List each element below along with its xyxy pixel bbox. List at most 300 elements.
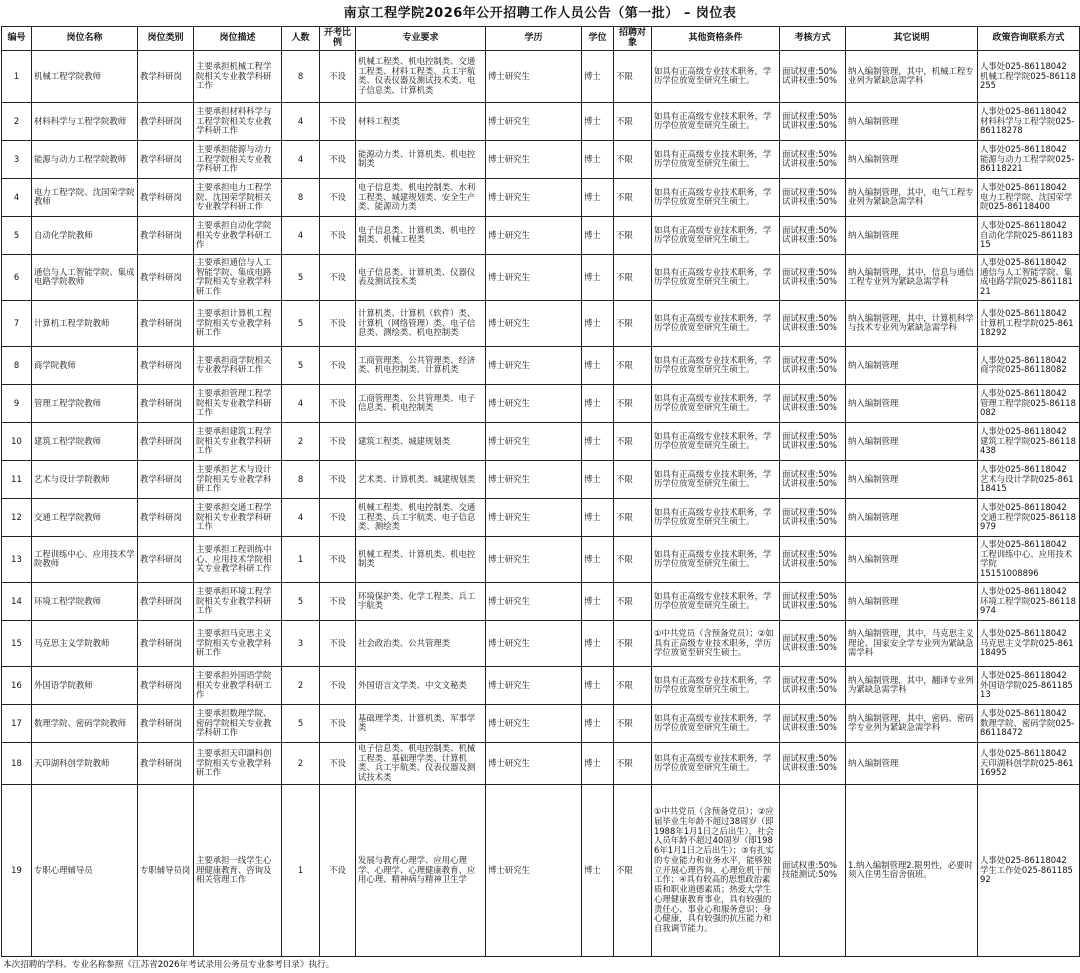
- cell-degree: 博士: [582, 666, 614, 704]
- cell-major: 计算机类、计算机（软件）类、计算机（网络管理）类、电子信息类、测绘类、机电控制类: [356, 300, 486, 346]
- cell-name: 自动化学院教师: [32, 216, 138, 254]
- cell-target: 不限: [614, 666, 652, 704]
- cell-cond: 如具有正高级专业技术职务，学历学位放宽至研究生硕士。: [652, 704, 780, 742]
- cell-name: 建筑工程学院教师: [32, 422, 138, 460]
- cell-ratio: 不设: [320, 140, 356, 178]
- cell-ratio: 不设: [320, 300, 356, 346]
- table-row: [2, 742, 1080, 784]
- cell-no: 2: [2, 102, 32, 140]
- cell-name: 马克思主义学院教师: [32, 620, 138, 666]
- cell-contact: 人事处025-86118042 建筑工程学院025-86118438: [978, 422, 1080, 460]
- cell-assess: 面试权重:50% 试讲权重:50%: [780, 140, 846, 178]
- cell-degree: 博士: [582, 300, 614, 346]
- table-row: [2, 704, 1080, 742]
- table-row: [2, 254, 1080, 300]
- header-contact: 政策咨询联系方式: [978, 27, 1080, 51]
- page-title: 南京工程学院2026年公开招聘工作人员公告（第一批） – 岗位表: [343, 6, 737, 21]
- cell-contact: 人事处025-86118042 艺术与设计学院025-86118415: [978, 460, 1080, 498]
- cell-count: 4: [282, 384, 320, 422]
- cell-target: 不限: [614, 582, 652, 620]
- cell-no: 9: [2, 384, 32, 422]
- cell-desc: 主要承担一线学生心理健康教育、咨询及相关管理工作: [194, 784, 282, 956]
- cell-count: 3: [282, 620, 320, 666]
- cell-degree: 博士: [582, 704, 614, 742]
- cell-edu: 博士研究生: [486, 536, 582, 582]
- cell-count: 8: [282, 460, 320, 498]
- cell-degree: 博士: [582, 582, 614, 620]
- header-note: 其它说明: [846, 27, 978, 51]
- table-row: [2, 582, 1080, 620]
- cell-major: 电子信息类、机电控制类、机械工程类、基础理学类、计算机类、兵工宇航类、仪表仪器及测试技术类: [356, 742, 486, 784]
- cell-target: 不限: [614, 178, 652, 216]
- cell-assess: 面试权重:50% 试讲权重:50%: [780, 50, 846, 102]
- cell-ratio: 不设: [320, 102, 356, 140]
- cell-assess: 面试权重:50% 试讲权重:50%: [780, 582, 846, 620]
- positions-table: [1, 26, 1080, 957]
- cell-ratio: 不设: [320, 216, 356, 254]
- cell-note: 纳入编制管理，其中，信息与通信工程专业列为紧缺急需学科: [846, 254, 978, 300]
- table-body: [2, 50, 1080, 956]
- cell-name: 管理工程学院教师: [32, 384, 138, 422]
- cell-desc: 主要承担艺术与设计学院相关专业教学科研工作: [194, 460, 282, 498]
- cell-ratio: 不设: [320, 422, 356, 460]
- table-row: [2, 178, 1080, 216]
- cell-cond: 如具有正高级专业技术职务，学历学位放宽至研究生硕士。: [652, 346, 780, 384]
- header-category: 岗位类别: [138, 27, 194, 51]
- cell-cond: 如具有正高级专业技术职务，学历学位放宽至研究生硕士。: [652, 254, 780, 300]
- table-row: [2, 620, 1080, 666]
- cell-no: 4: [2, 178, 32, 216]
- cell-target: 不限: [614, 620, 652, 666]
- cell-cond: ①中共党员（含预备党员）；②应届毕业生年龄不超过38周岁（即1988年1月1日之后出生），社会人员年龄不超过40周岁（即1986年1月1日之后出生）；③有扎实的专业能力和业务水平，能够独立开展心理咨询、心理危机干预工作；④具有较高的思想政治素质和职业道德素质；热爱大学生心理健康教育事业，具有较强的责任心、事业心和服务意识；身心健康，具有较强的抗压能力和自我调节能力。: [652, 784, 780, 956]
- cell-assess: 面试权重:50% 试讲权重:50%: [780, 102, 846, 140]
- cell-cond: 如具有正高级专业技术职务，学历学位放宽至研究生硕士。: [652, 582, 780, 620]
- cell-target: 不限: [614, 102, 652, 140]
- table-row: [2, 460, 1080, 498]
- table-row: [2, 784, 1080, 956]
- cell-desc: 主要承担管理工程学院相关专业教学科研工作: [194, 384, 282, 422]
- cell-count: 8: [282, 178, 320, 216]
- cell-no: 3: [2, 140, 32, 178]
- cell-contact: 人事处025-86118042 自动化学院025-86118315: [978, 216, 1080, 254]
- cell-name: 艺术与设计学院教师: [32, 460, 138, 498]
- header-name: 岗位名称: [32, 27, 138, 51]
- cell-degree: 博士: [582, 498, 614, 536]
- cell-desc: 主要承担马克思主义学院相关专业教学科研工作: [194, 620, 282, 666]
- cell-contact: 人事处025-86118042 工程训练中心、应用技术学院 15151008896: [978, 536, 1080, 582]
- cell-contact: 人事处025-86118042 通信与人工智能学院、集成电路学院025-86118121: [978, 254, 1080, 300]
- cell-major: 机械工程类、机电控制类、交通工程类、材料工程类、兵工宇航类、仪表仪器及测试技术类、电子信息类、计算机类: [356, 50, 486, 102]
- cell-category: 教学科研岗: [138, 254, 194, 300]
- cell-note: 纳入编制管理，其中，密码、密码学专业列为紧缺急需学科: [846, 704, 978, 742]
- cell-count: 4: [282, 498, 320, 536]
- cell-cond: 如具有正高级专业技术职务，学历学位放宽至研究生硕士。: [652, 742, 780, 784]
- cell-name: 通信与人工智能学院、集成电路学院教师: [32, 254, 138, 300]
- cell-name: 电力工程学院、沈国荣学院教师: [32, 178, 138, 216]
- cell-degree: 博士: [582, 102, 614, 140]
- cell-major: 建筑工程类、城建规划类: [356, 422, 486, 460]
- cell-edu: 博士研究生: [486, 140, 582, 178]
- cell-note: 纳入编制管理: [846, 460, 978, 498]
- cell-target: 不限: [614, 50, 652, 102]
- cell-category: 教学科研岗: [138, 178, 194, 216]
- cell-degree: 博士: [582, 460, 614, 498]
- cell-name: 天印湖科创学院教师: [32, 742, 138, 784]
- cell-target: 不限: [614, 300, 652, 346]
- cell-edu: 博士研究生: [486, 300, 582, 346]
- cell-assess: 面试权重:50% 试讲权重:50%: [780, 666, 846, 704]
- footer-note: 本次招聘的学科、专业名称参照《江苏省2026年考试录用公务员专业参考目录》执行。: [3, 959, 335, 970]
- cell-desc: 主要承担交通工程学院相关专业教学科研工作: [194, 498, 282, 536]
- cell-cond: 如具有正高级专业技术职务，学历学位放宽至研究生硕士。: [652, 102, 780, 140]
- cell-note: 纳入编制管理: [846, 536, 978, 582]
- cell-major: 外国语言文学类、中文文秘类: [356, 666, 486, 704]
- cell-desc: 主要承担机械工程学院相关专业教学科研工作: [194, 50, 282, 102]
- cell-no: 19: [2, 784, 32, 956]
- cell-major: 艺术类、计算机类、城建规划类: [356, 460, 486, 498]
- cell-edu: 博士研究生: [486, 178, 582, 216]
- cell-contact: 人事处025-86118042 管理工程学院025-86118082: [978, 384, 1080, 422]
- cell-name: 外国语学院教师: [32, 666, 138, 704]
- cell-target: 不限: [614, 460, 652, 498]
- cell-major: 电子信息类、机电控制类、水利工程类、城建规划类、安全生产类、能源动力类: [356, 178, 486, 216]
- table-row: [2, 102, 1080, 140]
- cell-major: 基础理学类、计算机类、军事学类: [356, 704, 486, 742]
- table-row: [2, 300, 1080, 346]
- cell-no: 12: [2, 498, 32, 536]
- table-row: [2, 346, 1080, 384]
- cell-cond: 如具有正高级专业技术职务，学历学位放宽至研究生硕士。: [652, 460, 780, 498]
- header-edu: 学历: [486, 27, 582, 51]
- cell-no: 16: [2, 666, 32, 704]
- cell-note: 纳入编制管理: [846, 140, 978, 178]
- cell-assess: 面试权重:50% 试讲权重:50%: [780, 536, 846, 582]
- cell-target: 不限: [614, 346, 652, 384]
- cell-no: 18: [2, 742, 32, 784]
- cell-assess: 面试权重:50% 试讲权重:50%: [780, 384, 846, 422]
- cell-assess: 面试权重:50% 试讲权重:50%: [780, 498, 846, 536]
- cell-note: 纳入编制管理，其中，计算机科学与技术专业列为紧缺急需学科: [846, 300, 978, 346]
- cell-desc: 主要承担工程训练中心、应用技术学院相关专业教学科研工作: [194, 536, 282, 582]
- table-row: [2, 422, 1080, 460]
- cell-no: 1: [2, 50, 32, 102]
- header-cond: 其他资格条件: [652, 27, 780, 51]
- cell-desc: 主要承担天印湖科创学院相关专业教学科研工作: [194, 742, 282, 784]
- cell-name: 工程训练中心、应用技术学院教师: [32, 536, 138, 582]
- cell-degree: 博士: [582, 422, 614, 460]
- cell-category: 教学科研岗: [138, 50, 194, 102]
- cell-count: 5: [282, 346, 320, 384]
- cell-count: 8: [282, 50, 320, 102]
- cell-edu: 博士研究生: [486, 666, 582, 704]
- cell-note: 纳入编制管理: [846, 498, 978, 536]
- cell-count: 5: [282, 704, 320, 742]
- cell-major: 发展与教育心理学、应用心理学、心理学、心理健康教育、应用心理、精神病与精神卫生学: [356, 784, 486, 956]
- cell-major: 机械工程类、机电控制类、交通工程类、兵工宇航类、电子信息类、测绘类: [356, 498, 486, 536]
- cell-degree: 博士: [582, 742, 614, 784]
- cell-target: 不限: [614, 704, 652, 742]
- cell-desc: 主要承担商学院相关专业教学科研工作: [194, 346, 282, 384]
- table-row: [2, 216, 1080, 254]
- cell-name: 环境工程学院教师: [32, 582, 138, 620]
- cell-degree: 博士: [582, 254, 614, 300]
- cell-contact: 人事处025-86118042 外国语学院025-86118513: [978, 666, 1080, 704]
- cell-contact: 人事处025-86118042 环境工程学院025-86118974: [978, 582, 1080, 620]
- cell-degree: 博士: [582, 346, 614, 384]
- cell-desc: 主要承担建筑工程学院相关专业教学科研工作: [194, 422, 282, 460]
- cell-target: 不限: [614, 216, 652, 254]
- cell-note: 纳入编制管理，其中，马克思主义理论、国家安全学专业列为紧缺急需学科: [846, 620, 978, 666]
- cell-cond: 如具有正高级专业技术职务，学历学位放宽至研究生硕士。: [652, 666, 780, 704]
- cell-desc: 主要承担环境工程学院相关专业教学科研工作: [194, 582, 282, 620]
- cell-cond: 如具有正高级专业技术职务，学历学位放宽至研究生硕士。: [652, 178, 780, 216]
- cell-category: 教学科研岗: [138, 216, 194, 254]
- cell-degree: 博士: [582, 216, 614, 254]
- cell-no: 7: [2, 300, 32, 346]
- cell-target: 不限: [614, 784, 652, 956]
- cell-assess: 面试权重:50% 试讲权重:50%: [780, 704, 846, 742]
- cell-contact: 人事处025-86118042 交通工程学院025-86118979: [978, 498, 1080, 536]
- cell-major: 工商管理类、公共管理类、电子信息类、机电控制类: [356, 384, 486, 422]
- cell-ratio: 不设: [320, 704, 356, 742]
- cell-degree: 博士: [582, 620, 614, 666]
- cell-name: 商学院教师: [32, 346, 138, 384]
- cell-cond: 如具有正高级专业技术职务，学历学位放宽至研究生硕士。: [652, 140, 780, 178]
- cell-no: 15: [2, 620, 32, 666]
- cell-assess: 面试权重:50% 试讲权重:50%: [780, 300, 846, 346]
- cell-ratio: 不设: [320, 742, 356, 784]
- cell-ratio: 不设: [320, 460, 356, 498]
- header-degree: 学位: [582, 27, 614, 51]
- cell-desc: 主要承担自动化学院相关专业教学科研工作: [194, 216, 282, 254]
- cell-desc: 主要承担数理学院、密码学院相关专业教学科研工作: [194, 704, 282, 742]
- cell-category: 教学科研岗: [138, 140, 194, 178]
- cell-count: 4: [282, 216, 320, 254]
- table-row: [2, 498, 1080, 536]
- cell-target: 不限: [614, 536, 652, 582]
- cell-name: 材料科学与工程学院教师: [32, 102, 138, 140]
- cell-no: 13: [2, 536, 32, 582]
- cell-category: 教学科研岗: [138, 620, 194, 666]
- cell-edu: 博士研究生: [486, 50, 582, 102]
- cell-cond: 如具有正高级专业技术职务，学历学位放宽至研究生硕士。: [652, 50, 780, 102]
- cell-assess: 面试权重:50% 试讲权重:50%: [780, 422, 846, 460]
- cell-category: 教学科研岗: [138, 460, 194, 498]
- cell-degree: 博士: [582, 140, 614, 178]
- cell-note: 纳入编制管理: [846, 346, 978, 384]
- header-major: 专业要求: [356, 27, 486, 51]
- cell-target: 不限: [614, 384, 652, 422]
- cell-note: 纳入编制管理，其中，电气工程专业列为紧缺急需学科: [846, 178, 978, 216]
- cell-major: 社会政治类、公共管理类: [356, 620, 486, 666]
- cell-category: 教学科研岗: [138, 582, 194, 620]
- header-no: 编号: [2, 27, 32, 51]
- header-assess: 考核方式: [780, 27, 846, 51]
- cell-edu: 博士研究生: [486, 460, 582, 498]
- cell-no: 11: [2, 460, 32, 498]
- cell-note: 纳入编制管理，其中，机械工程专业列为紧缺急需学科: [846, 50, 978, 102]
- cell-contact: 人事处025-86118042 天印湖科创学院025-86116952: [978, 742, 1080, 784]
- cell-no: 10: [2, 422, 32, 460]
- cell-cond: 如具有正高级专业技术职务，学历学位放宽至研究生硕士。: [652, 384, 780, 422]
- cell-assess: 面试权重:50% 试讲权重:50%: [780, 346, 846, 384]
- cell-assess: 面试权重:50% 试讲权重:50%: [780, 620, 846, 666]
- cell-assess: 面试权重:50% 试讲权重:50%: [780, 254, 846, 300]
- table-row: [2, 140, 1080, 178]
- cell-major: 能源动力类、计算机类、机电控制类: [356, 140, 486, 178]
- cell-category: 教学科研岗: [138, 300, 194, 346]
- cell-category: 教学科研岗: [138, 536, 194, 582]
- cell-note: 1.纳入编制管理2.限男性，必要时须入住男生宿舍值班。: [846, 784, 978, 956]
- cell-note: 纳入编制管理: [846, 742, 978, 784]
- cell-target: 不限: [614, 498, 652, 536]
- cell-ratio: 不设: [320, 384, 356, 422]
- cell-no: 5: [2, 216, 32, 254]
- cell-category: 教学科研岗: [138, 422, 194, 460]
- cell-target: 不限: [614, 140, 652, 178]
- cell-category: 教学科研岗: [138, 666, 194, 704]
- cell-desc: 主要承担电力工程学院、沈国荣学院相关专业教学科研工作: [194, 178, 282, 216]
- cell-edu: 博士研究生: [486, 498, 582, 536]
- cell-count: 2: [282, 422, 320, 460]
- cell-ratio: 不设: [320, 666, 356, 704]
- cell-ratio: 不设: [320, 620, 356, 666]
- cell-ratio: 不设: [320, 254, 356, 300]
- cell-edu: 博士研究生: [486, 254, 582, 300]
- cell-assess: 面试权重:50% 试讲权重:50%: [780, 460, 846, 498]
- cell-ratio: 不设: [320, 498, 356, 536]
- cell-no: 14: [2, 582, 32, 620]
- cell-no: 17: [2, 704, 32, 742]
- cell-edu: 博士研究生: [486, 216, 582, 254]
- cell-assess: 面试权重:50% 技能测试:50%: [780, 784, 846, 956]
- cell-name: 数理学院、密码学院教师: [32, 704, 138, 742]
- cell-edu: 博士研究生: [486, 582, 582, 620]
- cell-edu: 博士研究生: [486, 422, 582, 460]
- cell-ratio: 不设: [320, 178, 356, 216]
- cell-name: 专职心理辅导员: [32, 784, 138, 956]
- cell-category: 教学科研岗: [138, 498, 194, 536]
- cell-no: 8: [2, 346, 32, 384]
- cell-cond: 如具有正高级专业技术职务，学历学位放宽至研究生硕士。: [652, 300, 780, 346]
- cell-desc: 主要承担能源与动力工程学院相关专业教学科研工作: [194, 140, 282, 178]
- cell-ratio: 不设: [320, 346, 356, 384]
- cell-category: 专职辅导员岗: [138, 784, 194, 956]
- cell-degree: 博士: [582, 784, 614, 956]
- cell-count: 5: [282, 300, 320, 346]
- cell-name: 机械工程学院教师: [32, 50, 138, 102]
- cell-count: 4: [282, 102, 320, 140]
- header-desc: 岗位描述: [194, 27, 282, 51]
- cell-note: 纳入编制管理: [846, 582, 978, 620]
- cell-count: 2: [282, 666, 320, 704]
- table-row: [2, 50, 1080, 102]
- cell-desc: 主要承担外国语学院相关专业教学科研工作: [194, 666, 282, 704]
- cell-major: 工商管理类、公共管理类、经济类、机电控制类、计算机类: [356, 346, 486, 384]
- cell-count: 5: [282, 254, 320, 300]
- cell-cond: 如具有正高级专业技术职务，学历学位放宽至研究生硕士。: [652, 216, 780, 254]
- cell-cond: 如具有正高级专业技术职务，学历学位放宽至研究生硕士。: [652, 422, 780, 460]
- cell-note: 纳入编制管理: [846, 422, 978, 460]
- cell-edu: 博士研究生: [486, 346, 582, 384]
- cell-major: 电子信息类、计算机类、仪器仪表及测试技术类: [356, 254, 486, 300]
- cell-count: 2: [282, 742, 320, 784]
- cell-category: 教学科研岗: [138, 384, 194, 422]
- cell-contact: 人事处025-86118042 能源与动力工程学院025-86118221: [978, 140, 1080, 178]
- cell-note: 纳入编制管理: [846, 384, 978, 422]
- cell-assess: 面试权重:50% 试讲权重:50%: [780, 742, 846, 784]
- cell-degree: 博士: [582, 178, 614, 216]
- table-row: [2, 384, 1080, 422]
- cell-degree: 博士: [582, 536, 614, 582]
- cell-major: 电子信息类、计算机类、机电控制类、机械工程类: [356, 216, 486, 254]
- cell-note: 纳入编制管理: [846, 102, 978, 140]
- cell-major: 环境保护类、化学工程类、兵工宇航类: [356, 582, 486, 620]
- cell-category: 教学科研岗: [138, 704, 194, 742]
- header-row: [2, 27, 1080, 51]
- cell-contact: 人事处025-86118042 材料科学与工程学院025-86118278: [978, 102, 1080, 140]
- cell-contact: 人事处025-86118042 数理学院、密码学院025-86118472: [978, 704, 1080, 742]
- cell-edu: 博士研究生: [486, 704, 582, 742]
- cell-ratio: 不设: [320, 50, 356, 102]
- table-row: [2, 666, 1080, 704]
- cell-category: 教学科研岗: [138, 346, 194, 384]
- cell-count: 4: [282, 140, 320, 178]
- table-row: [2, 536, 1080, 582]
- cell-target: 不限: [614, 422, 652, 460]
- cell-contact: 人事处025-86118042 电力工程学院、沈国荣学院025-86118400: [978, 178, 1080, 216]
- cell-count: 5: [282, 582, 320, 620]
- cell-name: 计算机工程学院教师: [32, 300, 138, 346]
- cell-desc: 主要承担材料科学与工程学院相关专业教学科研工作: [194, 102, 282, 140]
- cell-ratio: 不设: [320, 582, 356, 620]
- header-target: 招聘对象: [614, 27, 652, 51]
- cell-name: 能源与动力工程学院教师: [32, 140, 138, 178]
- cell-ratio: 不设: [320, 784, 356, 956]
- cell-category: 教学科研岗: [138, 742, 194, 784]
- cell-degree: 博士: [582, 50, 614, 102]
- cell-edu: 博士研究生: [486, 102, 582, 140]
- header-count: 人数: [282, 27, 320, 51]
- cell-cond: ①中共党员（含预备党员）；②如具有正高级专业技术职务，学历学位放宽至研究生硕士。: [652, 620, 780, 666]
- cell-count: 1: [282, 784, 320, 956]
- cell-edu: 博士研究生: [486, 384, 582, 422]
- cell-category: 教学科研岗: [138, 102, 194, 140]
- cell-no: 6: [2, 254, 32, 300]
- cell-contact: 人事处025-86118042 学生工作处025-86118592: [978, 784, 1080, 956]
- cell-target: 不限: [614, 254, 652, 300]
- cell-assess: 面试权重:50% 试讲权重:50%: [780, 178, 846, 216]
- cell-cond: 如具有正高级专业技术职务，学历学位放宽至研究生硕士。: [652, 498, 780, 536]
- header-ratio: 开考比例: [320, 27, 356, 51]
- cell-edu: 博士研究生: [486, 620, 582, 666]
- cell-name: 交通工程学院教师: [32, 498, 138, 536]
- cell-edu: 博士研究生: [486, 742, 582, 784]
- cell-ratio: 不设: [320, 536, 356, 582]
- cell-note: 纳入编制管理，其中，翻译专业列为紧缺急需学科: [846, 666, 978, 704]
- cell-note: 纳入编制管理: [846, 216, 978, 254]
- cell-count: 1: [282, 536, 320, 582]
- cell-desc: 主要承担计算机工程学院相关专业教学科研工作: [194, 300, 282, 346]
- cell-desc: 主要承担通信与人工智能学院、集成电路学院相关专业教学科研工作: [194, 254, 282, 300]
- cell-contact: 人事处025-86118042 机械工程学院025-86118255: [978, 50, 1080, 102]
- cell-major: 机械工程类、计算机类、机电控制类: [356, 536, 486, 582]
- cell-contact: 人事处025-86118042 商学院025-86118082: [978, 346, 1080, 384]
- cell-assess: 面试权重:50% 试讲权重:50%: [780, 216, 846, 254]
- cell-major: 材料工程类: [356, 102, 486, 140]
- cell-edu: 博士研究生: [486, 784, 582, 956]
- cell-target: 不限: [614, 742, 652, 784]
